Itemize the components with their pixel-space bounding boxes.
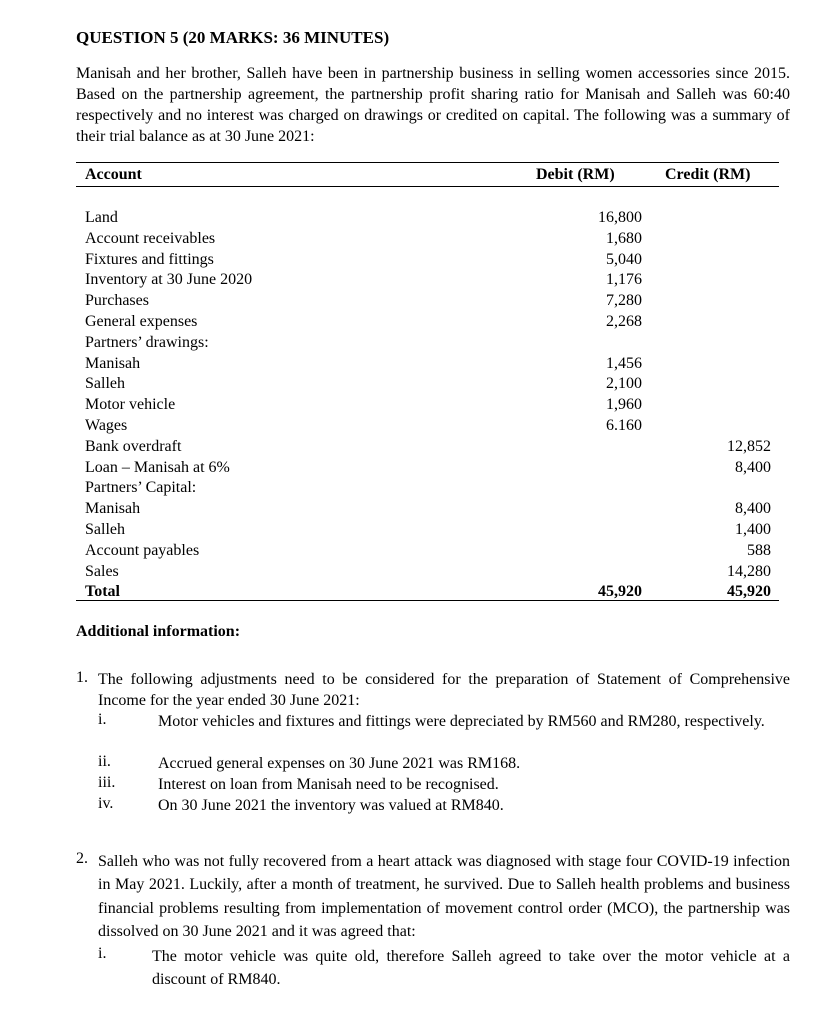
- table-row: [0, 437, 822, 458]
- debit-cell: 7,280: [606, 292, 642, 310]
- account-cell: Partners’ drawings:: [85, 333, 209, 351]
- table-row: [0, 562, 822, 583]
- debit-cell: 5,040: [606, 250, 642, 268]
- table-row: [0, 458, 822, 479]
- total-account-cell: Total: [85, 583, 120, 601]
- account-cell: Salleh: [85, 375, 125, 393]
- header-debit: Debit (RM): [536, 166, 615, 183]
- debit-cell: 1,960: [606, 396, 642, 414]
- item-1-sub-3-text: Interest on loan from Manisah need to be recognised.: [158, 776, 499, 793]
- item-1-sub-1-number: i.: [98, 711, 107, 728]
- credit-cell: 12,852: [727, 437, 771, 455]
- debit-cell: 1,680: [606, 229, 642, 247]
- table-row: [0, 333, 822, 354]
- account-cell: Sales: [85, 562, 119, 580]
- item-2-text: Salleh who was not fully recovered from a heart attack was diagnosed with stage four COVID-19 infection in May 2021. Luckily, after a month of treatment, he survived. Due to Salleh health problems and business financial problems resulting from implementation of movement control order (MCO), the partnership was dissolved on 30 June 2021 and it was agreed that:: [98, 853, 790, 940]
- table-row: [0, 270, 822, 291]
- item-1-sub-1-text: Motor vehicles and fixtures and fittings were depreciated by RM560 and RM280, respectively.: [158, 713, 765, 730]
- item-1-sub-2-text: Accrued general expenses on 30 June 2021 was RM168.: [158, 755, 521, 772]
- question-intro: Manisah and her brother, Salleh have been in partnership business in selling women accessories since 2015. Based on the partnership agreement, the partnership profit sharing ratio for Manisah and Salleh was 60:40 respectively and no interest was charged on drawings or credited on capital. The following was a summary of their trial balance as at 30 June 2021:: [76, 65, 790, 145]
- table-top-rule: [76, 162, 779, 163]
- account-cell: Manisah: [85, 500, 141, 518]
- table-body: [0, 208, 822, 603]
- table-row: [0, 520, 822, 541]
- item-1-sub-3-number: iii.: [98, 774, 116, 791]
- header-credit: Credit (RM): [665, 166, 751, 183]
- account-cell: Purchases: [85, 292, 149, 310]
- table-bottom-rule: [76, 600, 779, 601]
- account-cell: Inventory at 30 June 2020: [85, 271, 253, 289]
- account-cell: Land: [85, 209, 118, 226]
- debit-cell: 1,456: [606, 354, 642, 372]
- item-2-sub-1-text: The motor vehicle was quite old, therefore Salleh agreed to take over the motor vehicle at a discount of RM840.: [152, 948, 790, 989]
- item-2-number: 2.: [76, 850, 88, 867]
- item-1-sub-2-number: ii.: [98, 753, 111, 770]
- account-cell: Loan – Manisah at 6%: [85, 458, 230, 476]
- debit-cell: 2,100: [606, 375, 642, 393]
- table-row: [0, 291, 822, 312]
- table-row: [0, 395, 822, 416]
- debit-cell: 16,800: [598, 209, 642, 226]
- item-1-text: The following adjustments need to be considered for the preparation of Statement of Comprehensive Income for the year ended 30 June 2021:: [98, 671, 790, 709]
- debit-cell: 2,268: [606, 312, 642, 330]
- total-debit-cell: 45,920: [598, 583, 642, 601]
- item-2-sub-1-number: i.: [98, 945, 107, 962]
- debit-cell: 1,176: [606, 271, 642, 289]
- account-cell: Motor vehicle: [85, 396, 176, 414]
- table-row: [0, 374, 822, 395]
- account-cell: Account payables: [85, 541, 200, 559]
- table-row: [0, 250, 822, 271]
- table-row: [0, 312, 822, 333]
- item-1-sub-4-number: iv.: [98, 795, 114, 812]
- account-cell: Account receivables: [85, 229, 216, 247]
- account-cell: Bank overdraft: [85, 437, 182, 455]
- table-row: [0, 478, 822, 499]
- table-header-rule: [76, 186, 779, 187]
- additional-info-heading: Additional information:: [76, 623, 241, 640]
- credit-cell: 8,400: [735, 500, 771, 518]
- credit-cell: 588: [747, 541, 771, 559]
- table-row: [0, 208, 822, 229]
- table-row: [0, 416, 822, 437]
- credit-cell: 1,400: [735, 520, 771, 538]
- account-cell: Manisah: [85, 354, 141, 372]
- item-1-sub-4-text: On 30 June 2021 the inventory was valued at RM840.: [158, 797, 504, 814]
- table-row: [0, 499, 822, 520]
- credit-cell: 8,400: [735, 458, 771, 476]
- table-row: [0, 541, 822, 562]
- account-cell: Wages: [85, 416, 128, 434]
- table-row: [0, 354, 822, 375]
- account-cell: Salleh: [85, 520, 125, 538]
- header-account: Account: [85, 166, 142, 183]
- question-title: QUESTION 5 (20 MARKS: 36 MINUTES): [76, 28, 390, 47]
- credit-cell: 14,280: [727, 562, 771, 580]
- item-1-number: 1.: [76, 669, 88, 686]
- table-row: [0, 229, 822, 250]
- total-credit-cell: 45,920: [727, 583, 771, 601]
- account-cell: Partners’ Capital:: [85, 479, 197, 497]
- account-cell: Fixtures and fittings: [85, 250, 214, 268]
- account-cell: General expenses: [85, 312, 198, 330]
- debit-cell: 6.160: [606, 416, 642, 434]
